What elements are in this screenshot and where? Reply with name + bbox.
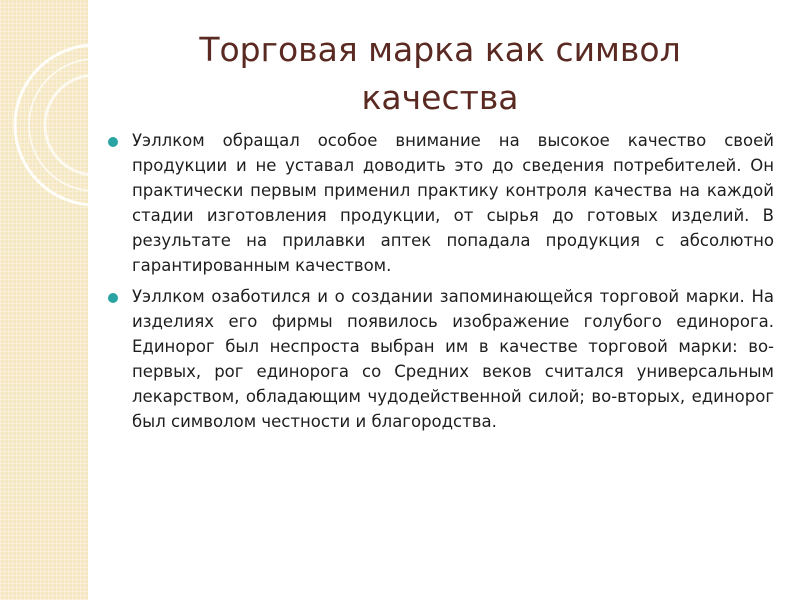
bullet-list — [106, 128, 774, 440]
bullet-text: Уэллком озаботился и о создании запоминающейся торговой марки. На изделиях его фирмы появилось изображение голубого единорога. Единорог был неспроста выбран им в качестве торговой марки: во-первых, рог единорога со Средних веков считался универсальным лекарством, обладающим чудодейственной силой; во-вторых, единорог был символом честности и благородства. — [132, 287, 774, 431]
bullet-dot-icon — [108, 293, 118, 303]
bullet-item — [106, 284, 774, 434]
bullet-item — [106, 128, 774, 278]
slide-title: Торговая марка как символ качества — [199, 30, 681, 117]
bullet-dot-icon — [108, 137, 118, 147]
bullet-text: Уэллком обращал особое внимание на высокое качество своей продукции и не уставал доводить это до сведения потребителей. Он практически первым применил практику контроля качества на каждой стадии изготовления продукции, от сырья до готовых изделий. В результате на прилавки аптек попадала продукция с абсолютно гарантированным качеством. — [132, 131, 774, 275]
